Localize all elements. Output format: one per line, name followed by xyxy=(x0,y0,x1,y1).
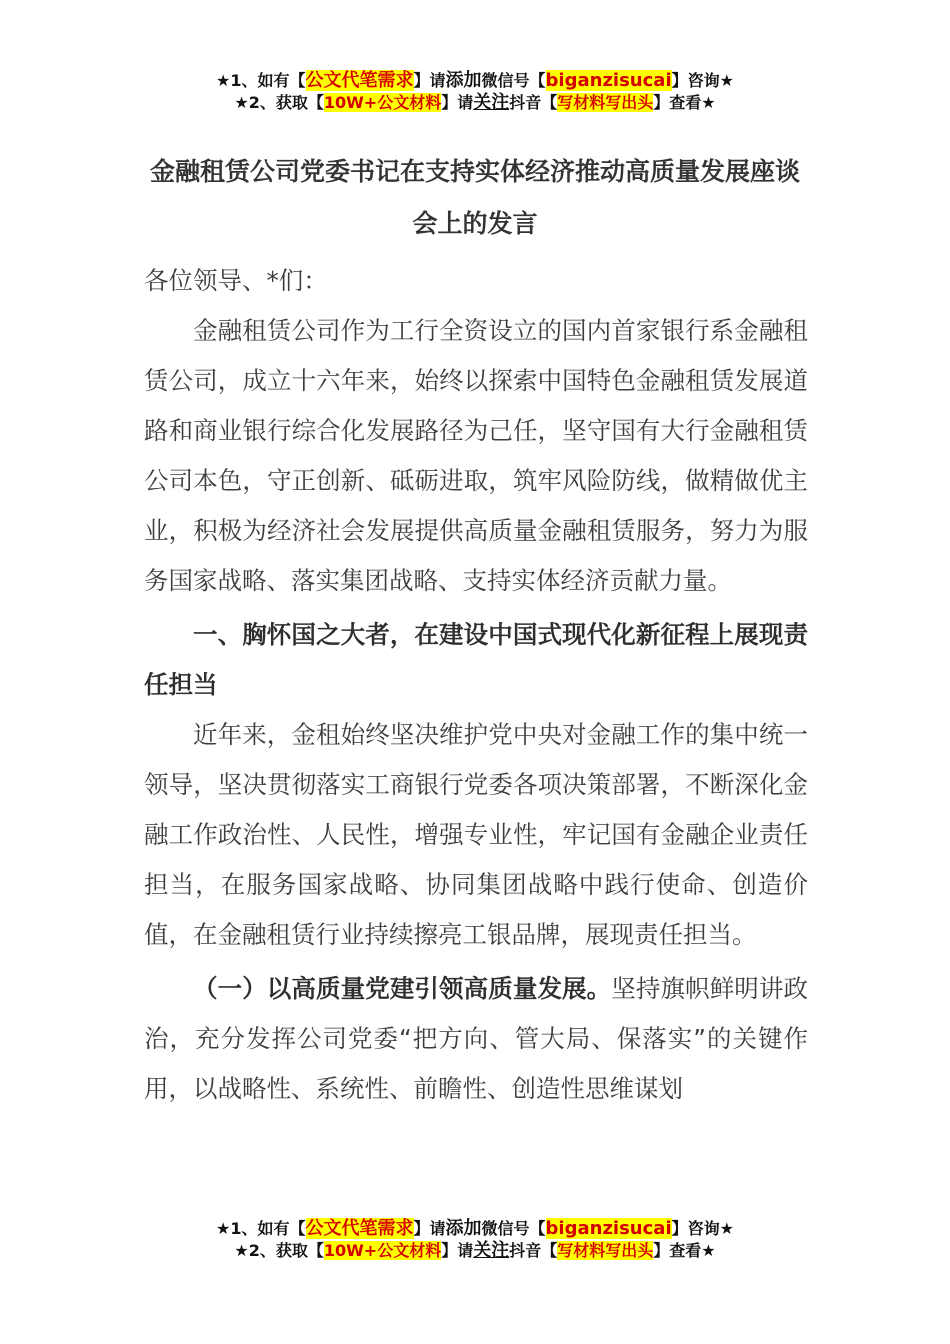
promo-text: 微信号【 xyxy=(481,71,546,90)
promo-text: 】请 xyxy=(413,71,446,90)
promo-text: ★2、获取【 xyxy=(234,1241,324,1260)
promo-line-1 xyxy=(0,70,950,92)
intro-paragraph: 金融租赁公司作为工行全资设立的国内首家银行系金融租赁公司，成立十六年来，始终以探索中国特色金融租赁发展道路和商业银行综合化发展路径为己任，坚守国有大行金融租赁公司本色，守正创新、砥砺进取，筑牢风险防线，做精做优主业，积极为经济社会发展提供高质量金融租赁服务，努力为服务国家战略、落实集团战略、支持实体经济贡献力量。 xyxy=(144,316,808,595)
document-title: 金融租赁公司党委书记在支持实体经济推动高质量发展座谈会上的发言 xyxy=(149,157,800,238)
section-paragraph: 近年来，金租始终坚决维护党中央对金融工作的集中统一领导，坚决贯彻落实工商银行党委各项决策部署，不断深化金融工作政治性、人民性，增强专业性，牢记国有金融企业责任担当，在服务国家战略、协同集团战略中践行使命、创造价值，在金融租赁行业持续擦亮工银品牌，展现责任担当。 xyxy=(144,720,808,949)
promo-emphasis: 添加 xyxy=(445,70,482,91)
promo-text: 】咨询★ xyxy=(671,71,734,90)
promo-banner-top xyxy=(0,70,950,114)
promo-highlight: 10W+公文材料 xyxy=(323,1241,442,1260)
subsection-heading: （一）以高质量党建引领高质量发展。 xyxy=(193,974,612,1003)
promo-text: 微信号【 xyxy=(481,1219,546,1238)
salutation: 各位领导、*们： xyxy=(144,266,328,295)
promo-line-1 xyxy=(0,1218,950,1240)
promo-highlight: 10W+公文材料 xyxy=(323,93,442,112)
promo-text: 】请 xyxy=(441,93,474,112)
promo-line-2 xyxy=(0,92,950,114)
promo-emphasis: 关注 xyxy=(473,92,510,113)
promo-text: 】查看★ xyxy=(653,1241,716,1260)
promo-text: 】咨询★ xyxy=(671,1219,734,1238)
promo-text: ★2、获取【 xyxy=(234,93,324,112)
promo-emphasis: 添加 xyxy=(445,1218,482,1239)
promo-line-2 xyxy=(0,1240,950,1262)
promo-text: 】查看★ xyxy=(653,93,716,112)
promo-emphasis: 关注 xyxy=(473,1240,510,1261)
promo-highlight: 公文代笔需求 xyxy=(305,1218,414,1239)
promo-wechat-id: biganzisucai xyxy=(545,70,672,91)
promo-text: 抖音【 xyxy=(509,1241,558,1260)
promo-banner-bottom xyxy=(0,1218,950,1262)
document-body xyxy=(144,256,808,1114)
promo-text: 抖音【 xyxy=(509,93,558,112)
promo-text: 】请 xyxy=(441,1241,474,1260)
promo-douyin-id: 写材料写出头 xyxy=(557,93,654,112)
subsection-text: 坚持旗帜鲜明讲政治，充分发挥公司党委“把方向、管大局、保落实”的关键作用，以战略性、系统性、前瞻性、创造性思维谋划 xyxy=(144,974,809,1103)
section-heading: 一、胸怀国之大者，在建设中国式现代化新征程上展现责任担当 xyxy=(144,620,808,699)
promo-text: ★1、如有【 xyxy=(216,1219,306,1238)
promo-text: ★1、如有【 xyxy=(216,71,306,90)
promo-text: 】请 xyxy=(413,1219,446,1238)
promo-highlight: 公文代笔需求 xyxy=(305,70,414,91)
subsection-paragraph xyxy=(144,964,808,1114)
promo-douyin-id: 写材料写出头 xyxy=(557,1241,654,1260)
promo-wechat-id: biganzisucai xyxy=(545,1218,672,1239)
